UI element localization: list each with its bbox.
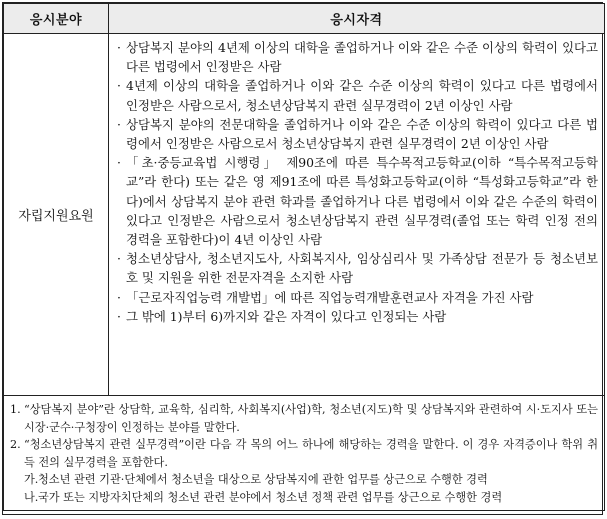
note-sub-text: 국가 또는 지방자치단체의 청소년 관련 분야에서 청소년 정책 관련 업무를 상근으로 수행한 경력 (38, 490, 503, 504)
bullet-mark: · (117, 308, 121, 324)
note-text: “상담복지 분야”란 상담학, 교육학, 심리학, 사회복지(사업)학, 청소년(지도)학 및 상담복지와 관련하여 시·도지사 또는 시장·군수·구청장이 인정하는 분야를 말한다. (24, 403, 598, 434)
bullet-mark: · (117, 78, 121, 94)
note-item (10, 401, 598, 436)
requirement-text: 청소년상담사, 청소년지도사, 사회복지사, 임상심리사 및 가족상담 전문가 등 청소년보호 및 지원을 위한 전문자격을 소지한 사람 (126, 251, 598, 286)
requirement-text: 4년제 이상의 대학을 졸업하거나 이와 같은 수준 이상의 학력이 있다고 다른 법령에서 인정받은 사람으로서, 청소년상담복지 관련 실무경력이 2년 이상인 사람 (126, 78, 598, 113)
requirement-item (117, 76, 598, 114)
note-sub-text: 청소년 관련 기관·단체에서 청소년을 대상으로 상담복지에 관한 업무를 상근으로 수행한 경력 (38, 473, 488, 486)
requirement-item (117, 249, 598, 287)
field-header: 응시분야 (4, 4, 109, 34)
qualification-header: 응시자격 (109, 4, 605, 34)
note-item (10, 436, 598, 506)
requirement-item (117, 115, 598, 153)
bullet-mark: · (117, 40, 121, 55)
requirement-item (117, 38, 598, 76)
note-sub-mark: 나. (24, 490, 39, 504)
note-text: “청소년상담복지 관련 실무경력”이란 다음 각 목의 어느 하나에 해당하는 경력을 말한다. 이 경우 자격증이나 학위 취득 전의 실무경력을 포함한다. (24, 438, 598, 469)
requirement-item (117, 153, 598, 249)
requirements-cell (109, 34, 605, 396)
note-number: 1. (10, 403, 21, 416)
note-sub-item (24, 489, 598, 507)
bullet-mark: · (117, 155, 121, 171)
bullet-mark: · (117, 116, 121, 132)
note-number: 2. (10, 438, 21, 451)
requirement-text: 상담복지 분야의 전문대학을 졸업하거나 이와 같은 수준 이상의 학력이 있다고 다른 법령에서 인정받은 사람으로서 청소년상담복지 관련 실무경력이 2년 이상인 사람 (126, 116, 598, 152)
note-sub-list (24, 471, 598, 506)
notes-row (4, 396, 605, 511)
qualification-row (4, 34, 605, 396)
requirement-item (117, 288, 598, 307)
header-row (4, 4, 605, 34)
bullet-mark: · (117, 289, 121, 305)
bullet-mark: · (117, 251, 121, 267)
requirement-text: 「초·중등교육법 시행령」 제90조에 따른 특수목적고등학교(이하 “특수목적고등학교”라 한다) 또는 같은 영 제91조에 따른 특성화고등학교(이하 “특성화고등학교”라 한다)에서 상담복지 분야 관련 학과를 졸업하거나 다른 법령에서 이와 같은 수준의 학력이 있다고 인정받은 사람으로서 청소년상담복지 관련 실무경력(졸업 또는 학력 인정 전의 경력을 포함한다)이 4년 이상인 사람 (126, 155, 598, 248)
field-cell: 자립지원요원 (4, 34, 109, 396)
requirement-text: 그 밖에 1)부터 6)까지와 같은 자격이 있다고 인정되는 사람 (126, 308, 447, 324)
notes-cell (4, 396, 605, 511)
requirements-list (117, 38, 598, 326)
note-sub-item (24, 471, 598, 489)
note-sub-mark: 가. (24, 473, 39, 486)
requirement-text: 상담복지 분야의 4년제 이상의 대학을 졸업하거나 이와 같은 수준 이상의 학력이 있다고 다른 법령에서 인정받은 사람 (126, 40, 598, 75)
qualification-table-frame (2, 2, 603, 515)
qualification-table (3, 3, 605, 511)
requirement-item (117, 307, 598, 326)
requirement-text: 「근로자직업능력 개발법」에 따른 직업능력개발훈련교사 자격을 가진 사람 (126, 289, 534, 305)
